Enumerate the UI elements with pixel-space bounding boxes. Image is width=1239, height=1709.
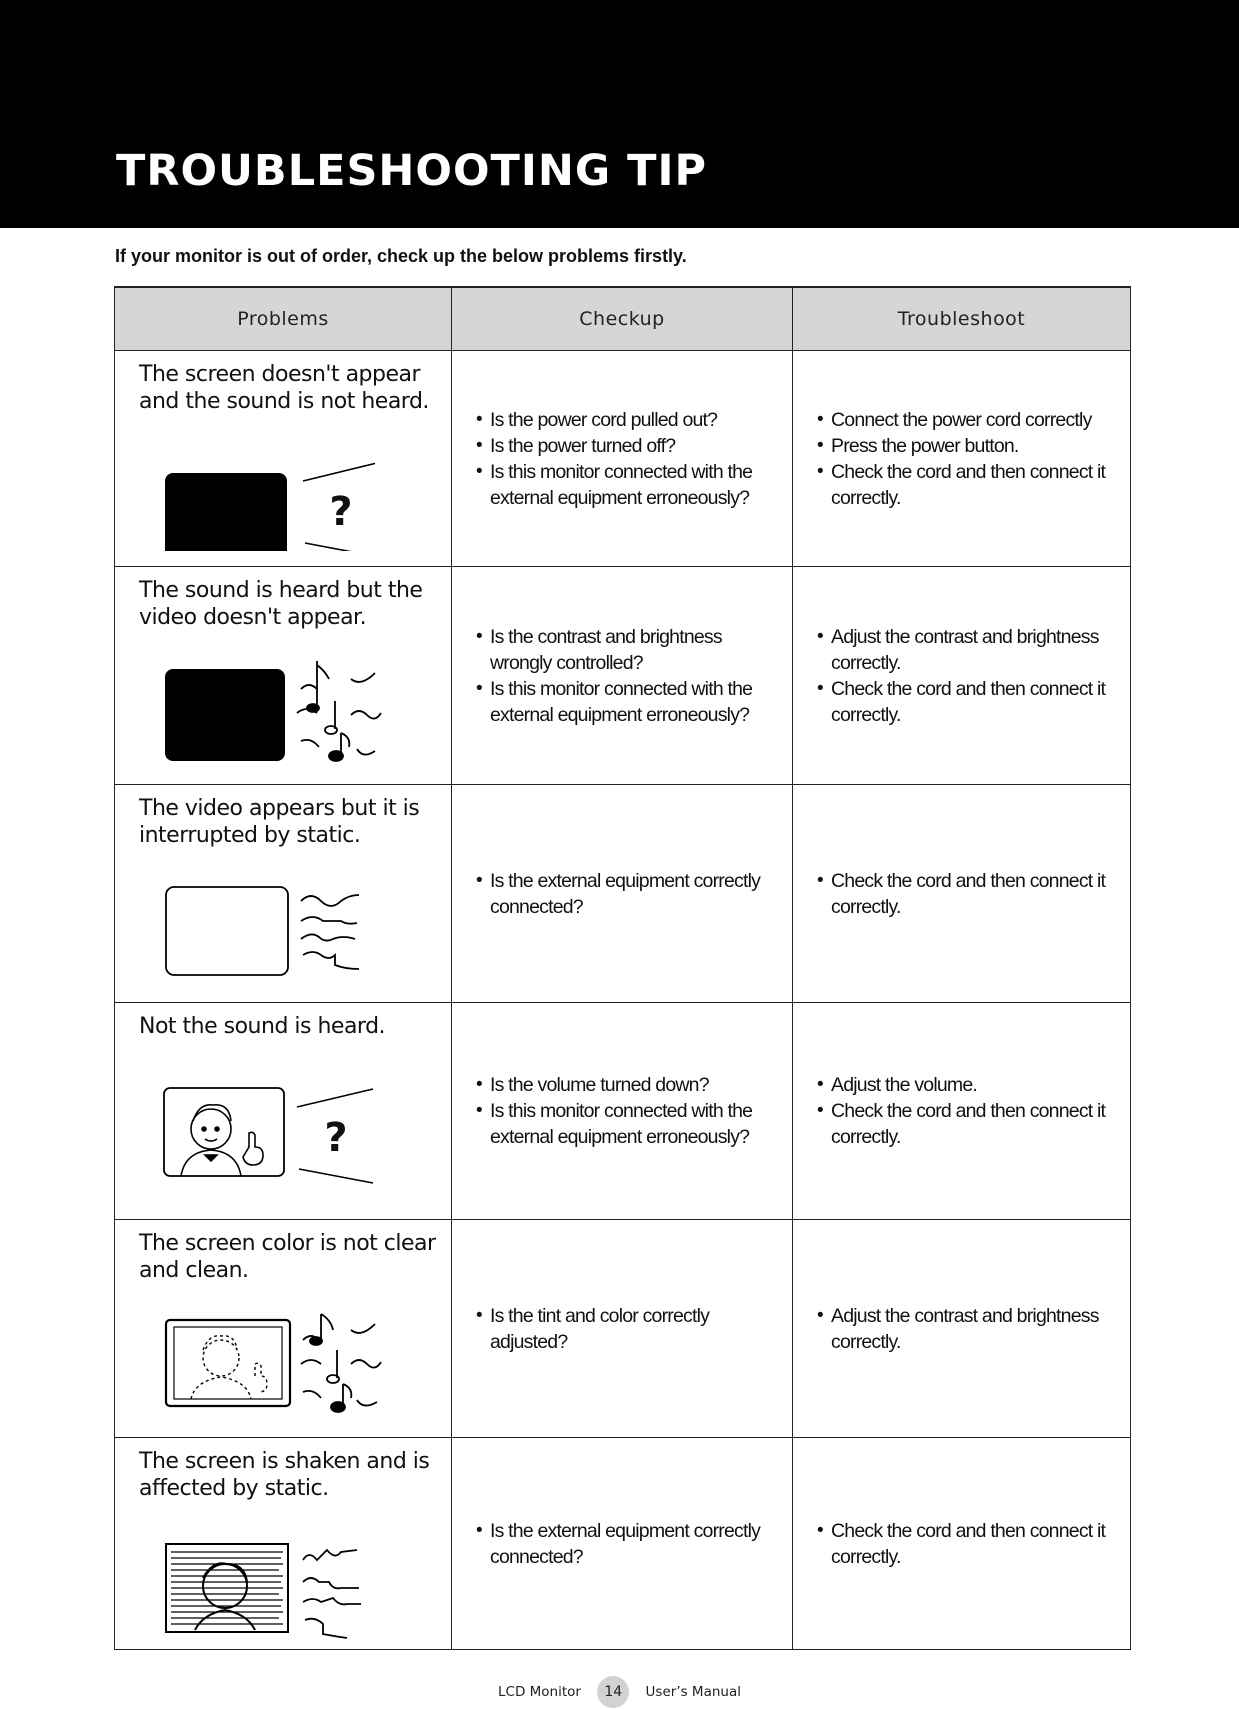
header-bar <box>0 0 1239 228</box>
footer-manual-name: User’s Manual <box>645 1684 741 1700</box>
checkup-cell <box>452 1220 793 1438</box>
music-notes-icon <box>297 661 381 761</box>
music-notes-icon <box>301 1314 381 1412</box>
page-footer <box>0 1676 1239 1708</box>
troubleshoot-list <box>793 868 1130 920</box>
checkup-item: • Is this monitor connected with the external equipment erroneously? <box>476 676 782 728</box>
checkup-cell <box>452 1438 793 1650</box>
troubleshooting-table <box>114 286 1131 1650</box>
problem-text: The screen is shaken and is affected by static. <box>139 1449 430 1501</box>
checkup-list <box>452 1303 792 1355</box>
table-row <box>115 567 1131 785</box>
checkup-item: • Is the power cord pulled out? <box>476 407 782 433</box>
problem-text: The video appears but it is interrupted by static. <box>139 796 420 848</box>
checkup-cell <box>452 351 793 567</box>
table-row <box>115 1220 1131 1438</box>
checkup-item: • Is the external equipment correctly connected? <box>476 868 782 920</box>
person-screen-question-illustration <box>155 1077 395 1187</box>
blank-screen-question-illustration <box>155 451 375 551</box>
troubleshoot-cell <box>793 567 1131 785</box>
checkup-item: • Is this monitor connected with the external equipment erroneously? <box>476 459 782 511</box>
checkup-list <box>452 1072 792 1150</box>
troubleshoot-cell <box>793 1220 1131 1438</box>
troubleshoot-item: • Check the cord and then connect it correctly. <box>817 459 1120 511</box>
troubleshoot-list <box>793 1072 1130 1150</box>
troubleshoot-item: • Press the power button. <box>817 433 1120 459</box>
intro-text: If your monitor is out of order, check up the below problems firstly. <box>115 246 687 266</box>
column-header-checkup: Checkup <box>452 287 793 351</box>
troubleshoot-item: • Connect the power cord correctly <box>817 407 1120 433</box>
table-row <box>115 785 1131 1003</box>
problem-text: The screen color is not clear and clean. <box>139 1231 436 1283</box>
troubleshoot-list <box>793 1303 1130 1355</box>
problem-text: The screen doesn't appear and the sound is not heard. <box>139 362 429 414</box>
table-header-row <box>115 287 1131 351</box>
checkup-cell <box>452 785 793 1003</box>
problem-cell <box>115 1220 452 1438</box>
troubleshoot-item: • Check the cord and then connect it correctly. <box>817 1518 1120 1570</box>
static-screen-illustration <box>155 873 395 983</box>
troubleshoot-cell <box>793 351 1131 567</box>
troubleshoot-cell <box>793 785 1131 1003</box>
troubleshoot-item: • Adjust the contrast and brightness correctly. <box>817 624 1120 676</box>
checkup-item: • Is the contrast and brightness wrongly controlled? <box>476 624 782 676</box>
column-header-troubleshoot: Troubleshoot <box>793 287 1131 351</box>
troubleshoot-item: • Check the cord and then connect it correctly. <box>817 868 1120 920</box>
problem-text: Not the sound is heard. <box>139 1014 386 1039</box>
troubleshoot-item: • Adjust the contrast and brightness correctly. <box>817 1303 1120 1355</box>
troubleshoot-cell <box>793 1438 1131 1650</box>
table-row <box>115 1003 1131 1220</box>
checkup-item: • Is the volume turned down? <box>476 1072 782 1098</box>
problem-cell <box>115 1438 452 1650</box>
unclear-color-screen-illustration <box>155 1306 395 1416</box>
column-header-problems: Problems <box>115 287 452 351</box>
checkup-item: • Is this monitor connected with the external equipment erroneously? <box>476 1098 782 1150</box>
footer-product-name: LCD Monitor <box>498 1684 581 1700</box>
problem-cell <box>115 785 452 1003</box>
troubleshoot-item: • Check the cord and then connect it correctly. <box>817 676 1120 728</box>
problem-text: The sound is heard but the video doesn't appear. <box>139 578 423 630</box>
checkup-item: • Is the external equipment correctly connected? <box>476 1518 782 1570</box>
troubleshoot-list <box>793 1518 1130 1570</box>
question-mark-icon: ? <box>324 1115 348 1161</box>
problem-cell <box>115 351 452 567</box>
problem-cell <box>115 1003 452 1220</box>
checkup-cell <box>452 567 793 785</box>
static-waves-icon <box>301 895 359 969</box>
troubleshoot-list <box>793 407 1130 511</box>
checkup-list <box>452 868 792 920</box>
checkup-list <box>452 407 792 511</box>
checkup-list <box>452 624 792 728</box>
troubleshoot-cell <box>793 1003 1131 1220</box>
blank-screen-music-illustration <box>155 657 395 767</box>
page-number: 14 <box>597 1676 629 1708</box>
table-row <box>115 351 1131 567</box>
problem-cell <box>115 567 452 785</box>
checkup-item: • Is the power turned off? <box>476 433 782 459</box>
checkup-cell <box>452 1003 793 1220</box>
troubleshoot-item: • Check the cord and then connect it correctly. <box>817 1098 1120 1150</box>
troubleshoot-list <box>793 624 1130 728</box>
static-waves-icon <box>303 1550 361 1638</box>
checkup-list <box>452 1518 792 1570</box>
troubleshoot-item: • Adjust the volume. <box>817 1072 1120 1098</box>
shaken-screen-illustration <box>155 1534 395 1644</box>
checkup-item: • Is the tint and color correctly adjusted? <box>476 1303 782 1355</box>
table-row <box>115 1438 1131 1650</box>
page-title: TROUBLESHOOTING TIP <box>116 146 707 196</box>
question-mark-icon: ? <box>329 489 353 535</box>
